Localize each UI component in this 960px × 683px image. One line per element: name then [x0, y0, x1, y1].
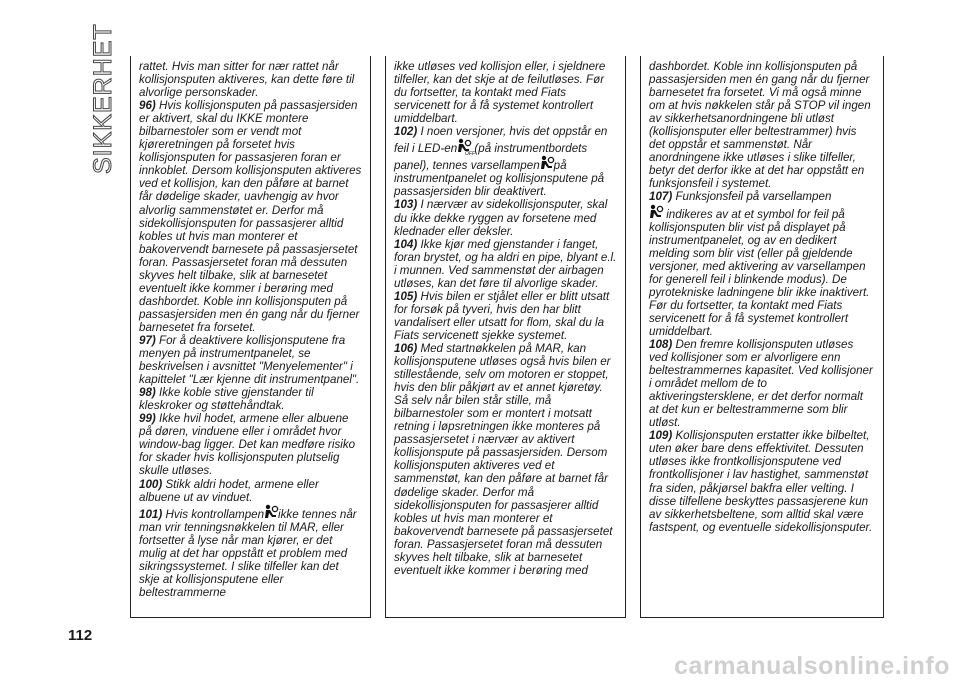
airbag-warning-icon — [264, 504, 278, 521]
airbag-off-icon — [457, 138, 476, 158]
note-number: 109) — [649, 429, 673, 443]
note-number: 105) — [394, 289, 418, 303]
note-number: 108) — [649, 337, 673, 351]
paragraph-text: ikke utløses ved kollisjon eller, i sjeldnere tilfeller, kan det skje at de feilutløses. Før du fortsetter, ta kontakt med Fiats servicenett for å få systemet kontrollert umiddelbart. — [394, 60, 606, 126]
note-101 — [139, 504, 362, 599]
airbag-warning-icon — [540, 155, 554, 172]
note-96 — [139, 99, 362, 334]
note-number: 104) — [394, 237, 418, 251]
note-text: på instrumentpanelet og kollisjonsputene på passasjersiden blir deaktivert. — [394, 159, 605, 199]
note-text: Ikke hvil hodet, armene eller albuene på døren, vinduene eller i området hvor window-bag ligger. Det kan medføre risiko for skader hvis kollisjonsputen plutselig skulle utløses. — [139, 412, 356, 478]
paragraph-text: rattet. Hvis man sitter for nær rattet når kollisjonsputen aktiveres, kan dette føre til alvorlige personskader. — [139, 60, 355, 100]
note-text: Funksjonsfeil på varsellampen — [675, 190, 832, 204]
note-98 — [139, 386, 362, 412]
note-number: 103) — [394, 198, 418, 212]
paragraph — [394, 60, 617, 125]
note-number: 102) — [394, 125, 418, 139]
note-105 — [394, 290, 617, 342]
section-title: SIKKERHET — [89, 23, 117, 174]
note-text: Den fremre kollisjonsputen utløses ved kollisjoner som er alvorligere enn beltestrammernes kapasitet. Ved kollisjoner i området mellom de to aktiveringstersklene, er det derfor normalt at det kun er beltestrammerne som blir utløst. — [649, 337, 873, 430]
paragraph-text: dashbordet. Koble inn kollisjonsputen på passasjersiden men én gang når du fjerner barnesetet fra forsetet. Vi må også minne om at hvis nøkkelen står på STOP vil ingen av sikkerhetsanordningene bli utløst (kollisjonsputer eller beltestrammer) hvis det oppstår et sammenstøt. Når anordningene ikke utløses i slike tilfeller, betyr det derfor ikke at det har oppstått en funksjonsfeil i systemet. — [649, 60, 871, 191]
svg-text:OFF: OFF — [465, 151, 476, 158]
note-text: Ikke koble stive gjenstander til kleskroker og støttehåndtak. — [139, 386, 314, 413]
note-103 — [394, 198, 617, 237]
note-number: 107) — [649, 190, 673, 204]
note-104 — [394, 238, 617, 290]
note-text: Ikke kjør med gjenstander i fanget, foran brystet, og ha aldri en pipe, blyant e.l. i munnen. Ved sammenstøt der airbagen utløses, kan det føre til alvorlige skader. — [394, 237, 617, 290]
note-number: 100) — [139, 477, 163, 491]
note-number: 97) — [139, 333, 156, 347]
text-column-1 — [130, 56, 371, 618]
note-number: 106) — [394, 341, 418, 355]
note-number: 98) — [139, 386, 156, 400]
paragraph — [139, 60, 362, 99]
note-97 — [139, 334, 362, 386]
note-108 — [649, 338, 875, 429]
note-text: Hvis kollisjonsputen på passasjersiden er aktivert, skal du IKKE montere bilbarnestoler som er vendt mot kjøreretningen på forsetet hvis kollisjonsputen for passasjeren foran er innkoblet. Dersom kollisjonsputen aktiveres ved et kollisjon, kan den påføre at barnet får dødelige skader, uavhengig av hvor alvorlig sammenstøtet er. Derfor må sidekollisjonsputen for passasjerer alltid kobles ut hvis man monterer et bakovervendt barnesete på passasjersetet foran. Passasjersetet foran må dessuten skyves helt tilbake, slik at barnesetet eventuelt ikke kommer i berøring med dashbordet. Koble inn kollisjonsputen på passasjersiden men én gang når du fjerner barnesetet fra forsetet. — [139, 99, 362, 334]
note-text: For å deaktivere kollisjonsputene fra menyen på instrumentpanelet, se beskrivelsen i avsnittet "Menyelementer" i kapittelet "Lær kjenne dit instrumentpanel". — [139, 333, 360, 387]
note-text: Med startnøkkelen på MAR, kan kollisjonsputene utløses også hvis bilen er stillestående, selv om motoren er stoppet, hvis den blir påkjørt av et annet kjøretøy. Så selv når bilen står stille, må bilbarnestoler som er montert i motsatt retning i løpsretningen ikke monteres på passasjersetet i nærvær av aktivert kollisjonspute på passasjersiden. Dersom kollisjonsputen aktiveres ved et sammenstøt, kan den påføre at barnet får dødelige skader. Derfor må sidekollisjonsputen for passasjerer alltid kobles ut hvis man monterer et bakovervendt barnesete på passasjersetet foran. Passasjersetet foran må dessuten skyves helt tilbake, slik at barnesetet eventuelt ikke kommer i berøring med — [394, 341, 613, 577]
note-100 — [139, 478, 362, 504]
note-99 — [139, 412, 362, 477]
note-number: 96) — [139, 99, 156, 113]
airbag-warning-icon — [649, 204, 663, 221]
text-column-2 — [385, 56, 626, 618]
paragraph — [649, 60, 875, 190]
note-109 — [649, 429, 875, 533]
note-text: Hvis bilen er stjålet eller er blitt utsatt for forsøk på tyveri, hvis den har blitt vandalisert eller utsatt for flom, skal du la Fiats servicenett sjekke systemet. — [394, 289, 610, 342]
note-text: I nærvær av sidekollisjonsputer, skal du ikke dekke ryggen av forsetene med klednader eller deksler. — [394, 198, 608, 238]
note-text: I noen versjoner, hvis det oppstår en feil i LED-en — [394, 125, 608, 156]
watermark: carmanualsonline.info — [674, 652, 950, 680]
note-107 — [649, 190, 875, 338]
text-column-3 — [640, 56, 884, 618]
note-text: Stikk aldri hodet, armene eller albuene ut av vinduet. — [139, 477, 319, 504]
note-number: 99) — [139, 412, 156, 426]
note-text: indikeres av at et symbol for feil på kollisjonsputen blir vist på displayet på instrumentpanelet, og av en dedikert melding som blir vist (eller på gjeldende versjoner, med aktivering av varsellampen for generell feil i blinkende modus). De pyrotekniske ladningene blir ikke inaktivert. Før du fortsetter, ta kontakt med Fiats servicenett for å få systemet kontrollert umiddelbart. — [649, 207, 870, 338]
note-text: (på instrumentbordets panel), tennes varsellampen — [394, 142, 588, 173]
section-tab — [84, 23, 117, 174]
note-106 — [394, 342, 617, 577]
note-text: Kollisjonsputen erstatter ikke bilbeltet, uten øker bare dens effektivitet. Dessuten utløses ikke frontkollisjonsputene ved frontkollisjoner i lav hastighet, sammenstøt fra siden, påkjørsel bakfra eller velting. I disse tilfellene beskyttes passasjerene kun av sikkerhetsbeltene, som alltid skal være fastspent, og eventuelle sidekollisjonsputer. — [649, 429, 873, 534]
note-text: ikke tennes når man vrir tenningsnøkkelen til MAR, eller fortsetter å lyse når man kjører, er det mulig at det har oppstått et problem med sikringssystemet. I slike tilfeller kan det skje at kollisjonsputene eller beltestrammerne — [139, 507, 357, 599]
note-number: 101) — [139, 507, 163, 521]
page-number: 112 — [68, 627, 93, 644]
note-102 — [394, 125, 617, 198]
note-text: Hvis kontrollampen — [165, 507, 265, 521]
